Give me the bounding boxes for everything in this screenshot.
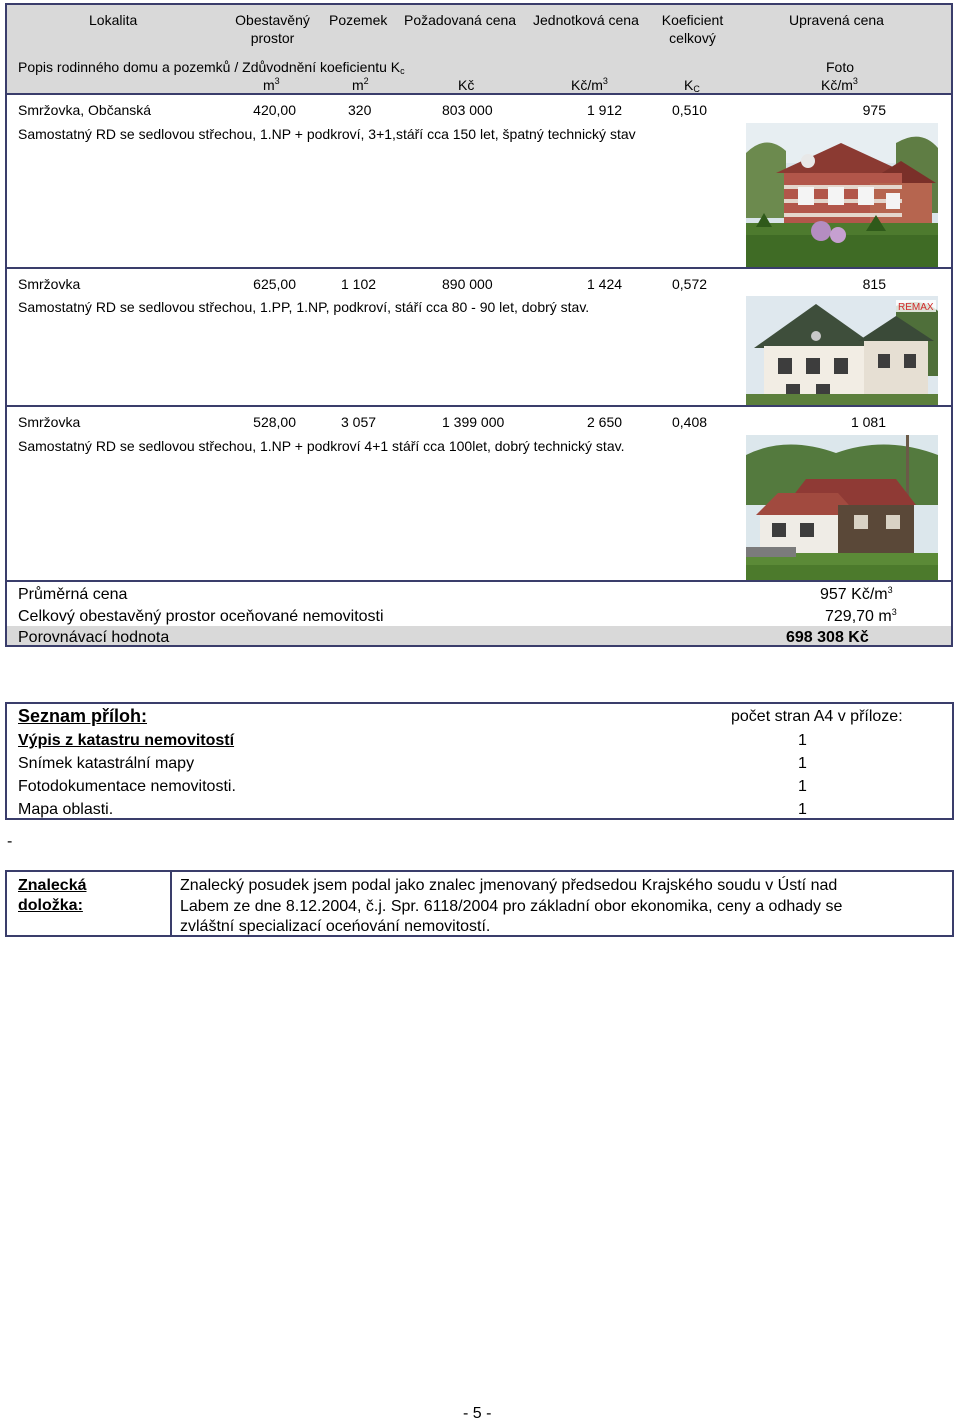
house-photo-2-image: [746, 296, 938, 406]
cell-upravena: 975: [862, 102, 886, 118]
header-foto: Foto: [826, 59, 855, 75]
summary-prumerna-label: Průměrná cena: [18, 586, 128, 603]
attachment-count: 1: [798, 778, 807, 795]
house-photo-1: [746, 123, 938, 267]
summary-celkovy-value: 729,70 $m^3$: [825, 607, 897, 625]
cell-jednotkova: 2 650: [587, 414, 623, 430]
expert-text-line3: zvláštní specializací oceńování nemovitostí.: [180, 918, 491, 935]
cell-lokalita: Smržovka, Občanská: [18, 102, 152, 118]
header-divider: [7, 93, 951, 95]
cell-popis: Samostatný RD se sedlovou střechou, 1.PP, 1.NP, podkroví, stáří cca 80 - 90 let, dobrý stav.: [18, 299, 590, 315]
attachment-count: 1: [798, 732, 807, 749]
expert-label-line1: Znalecká: [18, 877, 87, 894]
header-jednotkova-cena: Jednotková cena: [533, 12, 639, 28]
header-upravena-cena: Upravená cena: [789, 12, 884, 28]
cell-pozadovana: 803 000: [442, 102, 493, 118]
cell-obestaveny: 528,00: [253, 414, 296, 430]
page-number: - 5 -: [463, 1405, 492, 1422]
row-divider-2: [7, 405, 951, 407]
header-obestaveny-line1: Obestavěný: [235, 12, 310, 28]
attachment-label: Snímek katastrální mapy: [18, 755, 195, 772]
cell-jednotkova: 1 912: [587, 102, 623, 118]
header-popis: Popis rodinného domu a pozemků / Zdůvodnění koeficientu $K_c$: [18, 59, 405, 76]
attachment-label: Výpis z katastru nemovitostí: [18, 732, 235, 749]
cell-pozemek: 3 057: [341, 414, 377, 430]
cell-pozemek: 1 102: [341, 276, 377, 292]
cell-koeficient: 0,408: [672, 414, 708, 430]
unit-kc: Kč: [458, 77, 475, 93]
attachments-count-header: počet stran A4 v příloze:: [731, 708, 903, 725]
remax-watermark: REMAX: [898, 302, 934, 313]
attachment-label: Fotodokumentace nemovitosti.: [18, 778, 236, 795]
cell-obestaveny: 625,00: [253, 276, 296, 292]
header-lokalita: Lokalita: [89, 12, 138, 28]
cell-popis: Samostatný RD se sedlovou střechou, 1.NP + podkroví, 3+1,stáří cca 150 let, špatný technický stav: [18, 126, 636, 142]
cell-pozemek: 320: [348, 102, 372, 118]
cell-koeficient: 0,510: [672, 102, 708, 118]
cell-jednotkova: 1 424: [587, 276, 623, 292]
summary-celkovy-label: Celkový obestavěný prostor oceňované nemovitosti: [18, 608, 384, 625]
unit-kc-per-m3-adjusted: $Kč/m^3$: [821, 76, 858, 93]
attachments-title: Seznam příloh:: [18, 706, 148, 726]
attachment-count: 1: [798, 801, 807, 818]
unit-k-c: $K_C$: [684, 77, 700, 94]
cell-popis: Samostatný RD se sedlovou střechou, 1.NP + podkroví 4+1 stáří cca 100let, dobrý technický stav.: [18, 438, 625, 454]
summary-porovnavaci-value: 698 308 Kč: [786, 629, 869, 646]
cell-pozadovana: 890 000: [442, 276, 493, 292]
unit-m3: $m^3$: [263, 76, 280, 93]
cell-obestaveny: 420,00: [253, 102, 296, 118]
header-koeficient-line2: celkový: [669, 30, 716, 46]
unit-kc-per-m3: $Kč/m^3$: [571, 76, 608, 93]
header-pozemek: Pozemek: [329, 12, 388, 28]
header-pozadovana-cena: Požadovaná cena: [404, 12, 517, 28]
attachment-label: Mapa oblasti.: [18, 801, 114, 818]
expert-text-line2: Labem ze dne 8.12.2004, č.j. Spr. 6118/2004 pro základní obor ekonomika, ceny a odhady se: [180, 898, 843, 915]
house-photo-3-image: [746, 435, 938, 580]
row-divider-3: [7, 580, 951, 582]
cell-lokalita: Smržovka: [18, 276, 81, 292]
cell-upravena: 815: [862, 276, 886, 292]
expert-clause-divider: [170, 870, 172, 937]
expert-label-line2: doložka:: [18, 897, 83, 914]
house-photo-2: [746, 296, 938, 406]
unit-m2: $m^2$: [352, 76, 369, 93]
cell-pozadovana: 1 399 000: [442, 414, 505, 430]
attachment-count: 1: [798, 755, 807, 772]
summary-porovnavaci-label: Porovnávací hodnota: [18, 629, 170, 646]
house-photo-3: [746, 435, 938, 580]
cell-lokalita: Smržovka: [18, 414, 81, 430]
house-photo-1-image: [746, 123, 938, 267]
header-koeficient-line1: Koeficient: [661, 12, 724, 28]
row-divider-1: [7, 267, 951, 269]
cell-koeficient: 0,572: [672, 276, 708, 292]
header-obestaveny-line2: prostor: [250, 30, 295, 46]
summary-prumerna-value: 957 $Kč/m^3$: [820, 585, 893, 603]
cell-upravena: 1 081: [850, 414, 886, 430]
expert-text-line1: Znalecký posudek jsem podal jako znalec jmenovaný předsedou Krajského soudu v Ústí nad: [180, 877, 838, 894]
separator-dash: -: [7, 833, 13, 850]
